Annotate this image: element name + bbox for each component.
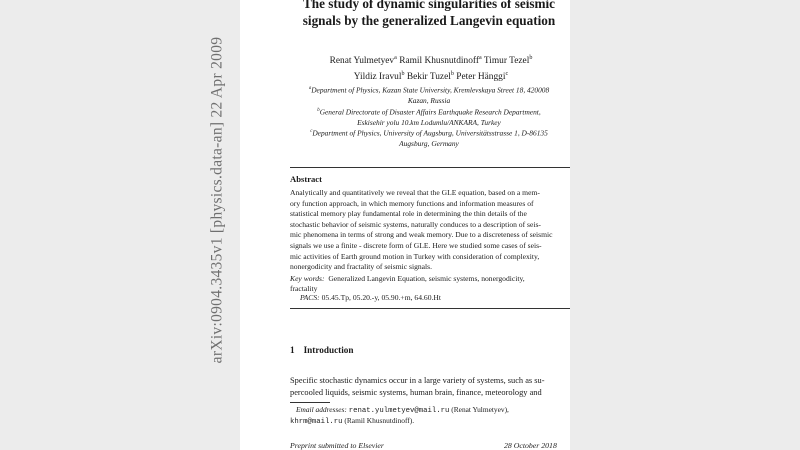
section-heading <box>290 345 353 355</box>
affiliation-line: Augsburg, Germany <box>399 138 459 148</box>
author-sup: c <box>505 71 509 78</box>
abstract-top-rule <box>290 167 570 168</box>
affiliation-line: Eskisehir yolu 10.km Lodumlu/ANKARA, Turkey <box>357 117 501 127</box>
author-line-1 <box>286 52 570 68</box>
arxiv-stamp-text: arXiv:0904.3435v1 [physics.data-an] 22 Apr 2009 <box>208 36 226 364</box>
keywords-line: Generalized Langevin Equation, seismic systems, nonergodicity, <box>328 274 525 283</box>
footnote <box>290 405 566 428</box>
footnote-rule <box>290 402 330 403</box>
abstract-line: signals we use a finite - discrete form of GLE. Here we studied some cases of seis- <box>290 240 542 250</box>
title-line-1: The study of dynamic singularities of seismic <box>302 0 556 11</box>
preprint-note: Preprint submitted to Elsevier <box>290 441 384 450</box>
pacs-value: 05.45.Tp, 05.20.-y, 05.90.+m, 64.60.Ht <box>321 293 441 302</box>
affiliation-sup: c <box>310 129 313 134</box>
affiliation-line: Department of Physics, Kazan State University, Kremlevskaya Street 18, 420008 <box>311 85 550 95</box>
abstract-line: nonergodicity and fractality of seismic signals. <box>290 262 432 272</box>
paper-title <box>284 0 570 29</box>
section-number: 1 <box>290 345 295 355</box>
footnote-author: (Renat Yulmetyev), <box>451 405 509 414</box>
author-name: Bekir Tuzel <box>406 72 451 83</box>
keywords-label: Key words: <box>290 274 325 283</box>
affiliation-line: Department of Physics, University of Augsburg, Universitätsstrasse 1, D-86135 <box>312 128 548 138</box>
author-sup: a <box>394 55 397 61</box>
pacs <box>300 293 441 302</box>
footnote-label: Email addresses: <box>296 405 347 414</box>
author-name: Ramil Khusnutdinoff <box>399 56 479 67</box>
keywords-line: fractality <box>290 284 318 294</box>
abstract-heading: Abstract <box>290 174 322 184</box>
author-sup: b <box>401 71 405 78</box>
preprint-date: 28 October 2018 <box>504 441 557 450</box>
title-line-2: signals by the generalized Langevin equation <box>302 13 556 28</box>
affiliation-sup: b <box>317 108 320 113</box>
author-name: Timur Tezel <box>483 56 530 67</box>
affiliation-sup: a <box>308 86 312 91</box>
abstract-line: mic phenomena in terms of strong and weak memory. Due to a discreteness of seismic <box>290 230 553 240</box>
keywords <box>290 274 566 295</box>
abstract-line: stochastic behavior of seismic systems, naturally conduces to a description of seis- <box>290 219 541 229</box>
intro-text <box>290 375 566 398</box>
paper-page <box>240 0 570 450</box>
intro-line: percooled liquids, seismic systems, human brain, finance, meteorology and <box>290 387 542 397</box>
author-line-2 <box>286 68 570 84</box>
abstract-line: mic activities of Earth ground motion in Turkey with consideration of complexity, <box>290 251 540 261</box>
affiliation-c <box>288 127 570 149</box>
author-name: Yildiz Iravul <box>353 72 402 83</box>
abstract-line: Analytically and quantitatively we reveal that the GLE equation, based on a mem- <box>290 188 540 197</box>
author-sup: b <box>529 55 533 61</box>
abstract-line: ory function approach, in which memory functions and information measures of <box>290 198 534 208</box>
affiliation-line: Kazan, Russia <box>407 95 451 105</box>
author-name: Peter Hänggi <box>456 72 506 83</box>
intro-line: Specific stochastic dynamics occur in a large variety of systems, such as su- <box>290 376 545 385</box>
abstract-bottom-rule <box>290 308 570 309</box>
footnote-email: khrm@mail.ru <box>290 418 343 427</box>
footnote-author: (Ramil Khusnutdinoff). <box>344 416 415 426</box>
affiliation-a <box>288 84 570 106</box>
abstract-text <box>290 188 566 273</box>
author-sup: b <box>450 71 454 78</box>
pacs-label: PACS: <box>300 293 320 302</box>
affiliation-line: General Directorate of Disaster Affairs Earthquake Research Department, <box>319 107 541 117</box>
footnote-email: renat.yulmetyev@mail.ru <box>348 407 450 415</box>
abstract-line: statistical memory play fundamental role in determining the thin details of the <box>290 209 527 219</box>
author-sup: a <box>478 55 482 61</box>
section-title: Introduction <box>303 345 354 355</box>
arxiv-stamp <box>190 36 245 364</box>
author-list <box>286 52 570 84</box>
affiliation-b <box>288 106 570 128</box>
author-name: Renat Yulmetyev <box>329 56 395 67</box>
